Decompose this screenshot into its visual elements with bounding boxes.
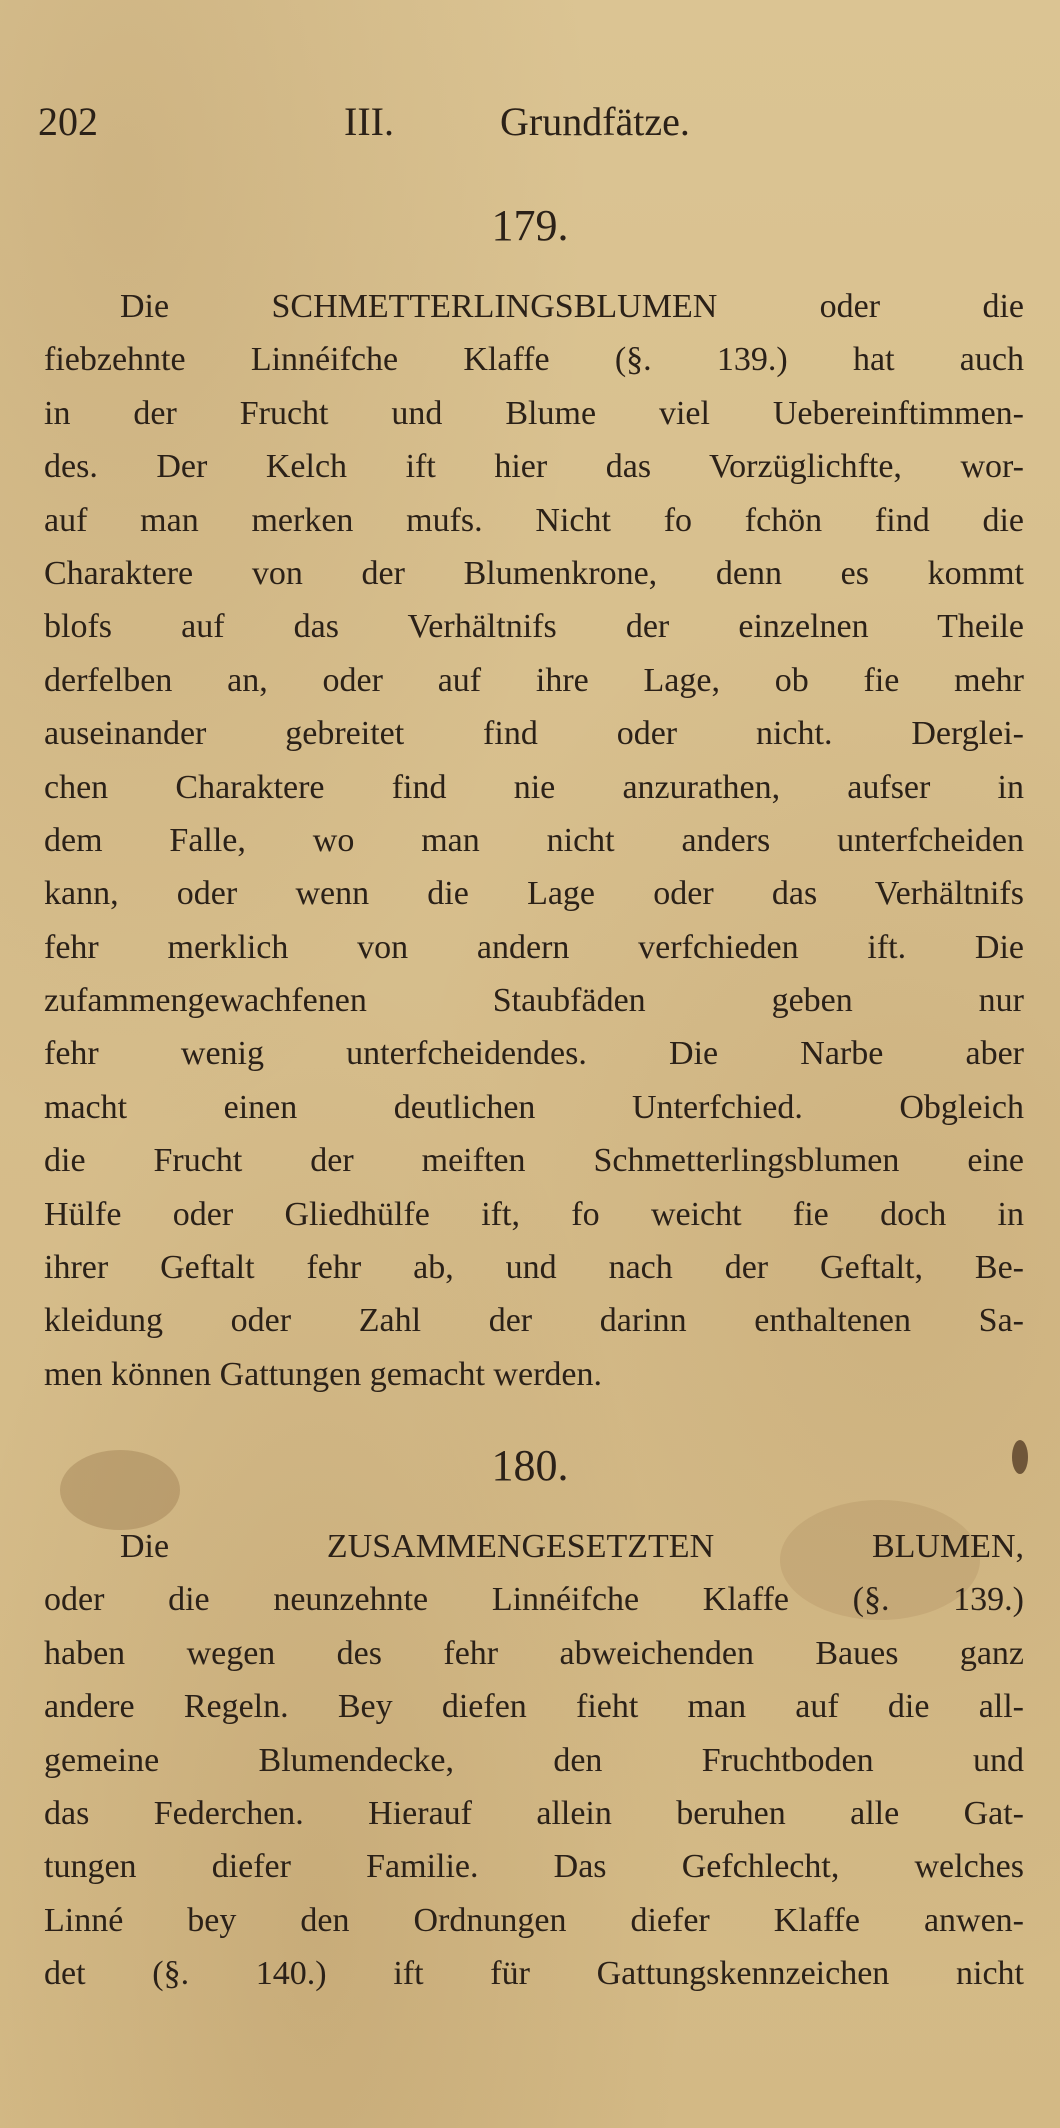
text-line: det (§. 140.) ift für Gattungskennzeichen nicht bbox=[44, 1955, 1024, 1993]
text-line: oder die neunzehnte Linnéifche Klaffe (§. 139.) bbox=[44, 1581, 1024, 1619]
text-line: fehr wenig unterfcheidendes. Die Narbe aber bbox=[44, 1035, 1024, 1073]
text-line: kleidung oder Zahl der darinn enthaltenen Sa- bbox=[44, 1302, 1024, 1340]
text-line: Die SCHMETTERLINGSBLUMEN oder die bbox=[120, 288, 1024, 325]
text-line: fehr merklich von andern verfchieden ift. Die bbox=[44, 928, 1024, 966]
text-line: macht einen deutlichen Unterfchied. Obgleich bbox=[44, 1088, 1024, 1126]
text-line: tungen diefer Familie. Das Gefchlecht, welches bbox=[44, 1848, 1024, 1886]
running-title: Grundfätze. bbox=[500, 99, 690, 144]
text-line: ihrer Geftalt fehr ab, und nach der Geftalt, Be- bbox=[44, 1249, 1024, 1287]
text-line: dem Falle, wo man nicht anders unterfcheiden bbox=[44, 821, 1024, 859]
section-number: 179. bbox=[491, 201, 569, 250]
text-line: gemeine Blumendecke, den Fruchtboden und bbox=[44, 1741, 1024, 1779]
paragraph-180 bbox=[44, 1520, 1024, 2001]
text-line: das Federchen. Hierauf allein beruhen alle Gat- bbox=[44, 1794, 1024, 1832]
text-line: des. Der Kelch ift hier das Vorzüglichfte, wor- bbox=[44, 448, 1024, 486]
text-line: auseinander gebreitet find oder nicht. Derglei- bbox=[44, 715, 1024, 753]
text-line: Die ZUSAMMENGESETZTEN BLUMEN, bbox=[120, 1528, 1024, 1565]
text-line: kann, oder wenn die Lage oder das Verhältnifs bbox=[44, 875, 1024, 913]
paragraph-179 bbox=[44, 280, 1024, 1401]
text-line: men können Gattungen gemacht werden. bbox=[44, 1355, 602, 1393]
page-number: 202 bbox=[38, 99, 98, 144]
text-line: Charaktere von der Blumenkrone, denn es kommt bbox=[44, 554, 1024, 592]
text-line: Hülfe oder Gliedhülfe ift, fo weicht fie doch in bbox=[44, 1195, 1024, 1233]
text-line: haben wegen des fehr abweichenden Baues ganz bbox=[44, 1634, 1024, 1672]
text-line: fiebzehnte Linnéifche Klaffe (§. 139.) hat auch bbox=[44, 341, 1024, 379]
text-line: blofs auf das Verhältnifs der einzelnen Theile bbox=[44, 608, 1024, 646]
text-line: chen Charaktere find nie anzurathen, aufser in bbox=[44, 768, 1024, 806]
text-line: Linné bey den Ordnungen diefer Klaffe anwen- bbox=[44, 1901, 1024, 1939]
chapter-number: III. bbox=[344, 99, 394, 144]
running-head bbox=[38, 92, 1018, 152]
section-number: 180. bbox=[491, 1441, 569, 1490]
text-line: die Frucht der meiften Schmetterlingsblumen eine bbox=[44, 1142, 1024, 1180]
text-line: in der Frucht und Blume viel Uebereinftimmen- bbox=[44, 394, 1024, 432]
text-line: derfelben an, oder auf ihre Lage, ob fie mehr bbox=[44, 661, 1024, 699]
text-line: zufammengewachfenen Staubfäden geben nur bbox=[44, 982, 1024, 1020]
text-line: auf man merken mufs. Nicht fo fchön find die bbox=[44, 501, 1024, 539]
text-line: andere Regeln. Bey diefen fieht man auf die all- bbox=[44, 1688, 1024, 1726]
